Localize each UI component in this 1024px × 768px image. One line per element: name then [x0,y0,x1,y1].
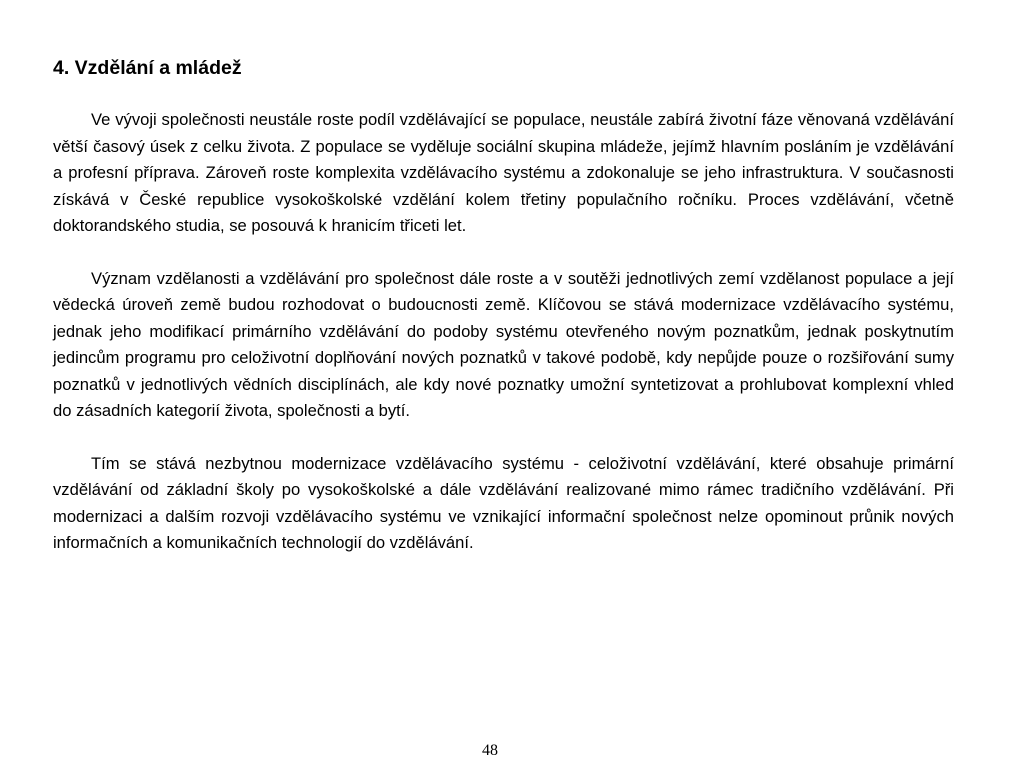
paragraph-3: Tím se stává nezbytnou modernizace vzdělávacího systému - celoživotní vzdělávání, které obsahuje primární vzdělávání od základní školy po vysokoškolské a dále vzdělávání realizované mimo rámec tradičního vzdělávání. Při modernizaci a dalším rozvoji vzdělávacího systému ve vznikající informační společnost nelze opominout průnik nových informačních a komunikačních technologií do vzdělávání. [53,453,954,552]
paragraph-2: Význam vzdělanosti a vzdělávání pro společnost dále roste a v soutěži jednotlivých zemí vzdělanost populace a její vědecká úroveň země budou rozhodovat o budoucnosti země. Klíčovou se stává modernizace vzdělávacího systému, jednak jeho modifikací primárního vzdělávání do podoby systému otevřeného novým poznatkům, jednak poskytnutím jedincům programu pro celoživotní doplňování nových poznatků v takové podobě, kdy nepůjde pouze o rozšiřování sumy poznatků v jednotlivých vědních disciplínách, ale kdy nové poznatky umožní syntetizovat a prohlubovat komplexní vhled do zásadních kategorií života, společnosti a bytí. [53,268,954,420]
section-heading: 4. Vzdělání a mládež [53,57,242,79]
paragraph-1: Ve vývoji společnosti neustále roste podíl vzdělávající se populace, neustále zabírá životní fáze věnovaná vzdělávání větší časový úsek z celku života. Z populace se vyděluje sociální skupina mládeže, jejímž hlavním posláním je vzdělávání a profesní příprava. Zároveň roste komplexita vzdělávacího systému a zdokonaluje se jeho infrastruktura. V současnosti získává v České republice vysokoškolské vzdělání kolem třetiny populačního ročníku. Proces vzdělávání, včetně doktorandského studia, se posouvá k hranicím třiceti let. [53,110,954,235]
page-number: 48 [482,742,498,759]
body-text [53,107,954,583]
